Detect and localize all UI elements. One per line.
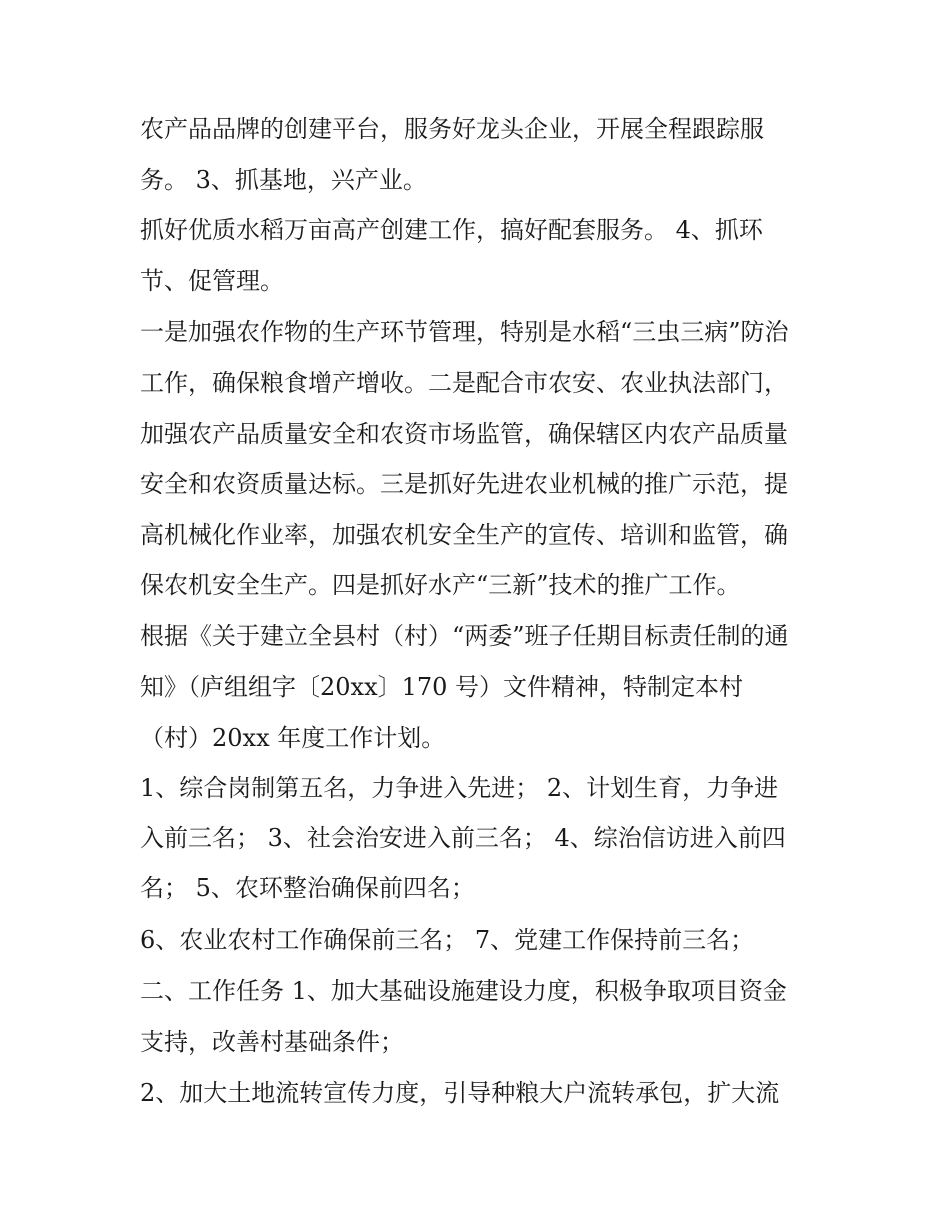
text-line: 务。 3、抓基地，兴产业。 bbox=[140, 166, 427, 194]
text-line: 节、促管理。 bbox=[140, 267, 284, 295]
text-line: 保农机安全生产。四是抓好水产“三新”技术的推广工作。 bbox=[140, 571, 741, 599]
text-line: 高机械化作业率，加强农机安全生产的宣传、培训和监管，确 bbox=[140, 521, 788, 549]
text-line: 入前三名； 3、社会治安进入前三名； 4、综治信访进入前四 bbox=[140, 824, 786, 852]
text-line: 二、工作任务 1、加大基础设施建设力度，积极争取项目资金 bbox=[140, 977, 787, 1005]
text-line: 1、综合岗制第五名，力争进入先进； 2、计划生育，力争进 bbox=[140, 774, 779, 802]
text-line: 知》（庐组组字〔20xx〕170 号）文件精神，特制定本村 bbox=[140, 673, 744, 701]
text-line: 工作，确保粮食增产增收。二是配合市农安、农业执法部门， bbox=[140, 369, 788, 397]
text-line: 农产品品牌的创建平台，服务好龙头企业，开展全程跟踪服 bbox=[140, 115, 764, 143]
text-line: 一是加强农作物的生产环节管理，特别是水稻“三虫三病”防治 bbox=[140, 318, 789, 346]
text-line: 名； 5、农环整治确保前四名； bbox=[140, 874, 475, 902]
text-line: 加强农产品质量安全和农资市场监管，确保辖区内农产品质量 bbox=[140, 420, 788, 448]
text-line: 安全和农资质量达标。三是抓好先进农业机械的推广示范，提 bbox=[140, 470, 788, 498]
text-line: 6、农业农村工作确保前三名； 7、党建工作保持前三名； bbox=[140, 926, 755, 954]
text-line: 根据《关于建立全县村（村）“两委”班子任期目标责任制的通 bbox=[140, 622, 789, 650]
text-line: 2、加大土地流转宣传力度，引导种粮大户流转承包，扩大流 bbox=[140, 1079, 780, 1107]
text-line: （村）20xx 年度工作计划。 bbox=[140, 724, 446, 752]
text-line: 抓好优质水稻万亩高产创建工作，搞好配套服务。 4、抓环 bbox=[140, 216, 763, 244]
text-line: 支持，改善村基础条件； bbox=[140, 1028, 404, 1056]
